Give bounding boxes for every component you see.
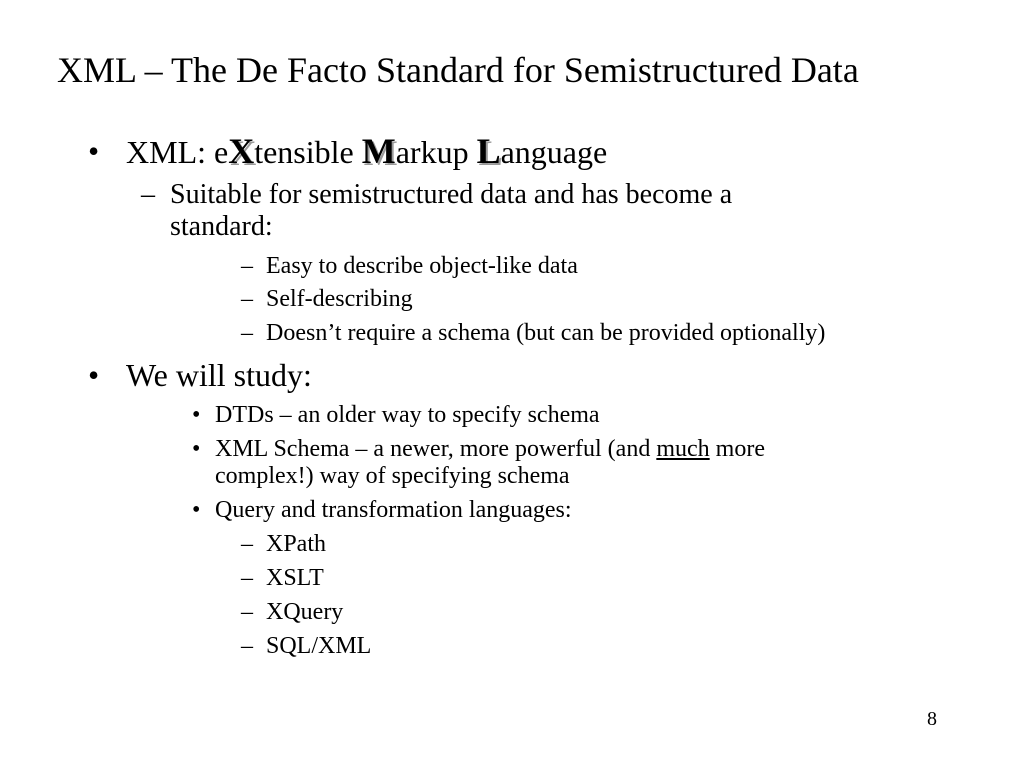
- xml-schema-text-before: XML Schema – a newer, more powerful (and: [215, 436, 657, 462]
- bullet-marker: •: [192, 497, 201, 523]
- emphasized-letter-l: L: [476, 131, 501, 171]
- bullet-marker: •: [88, 357, 100, 393]
- slide-title: XML – The De Facto Standard for Semistructured Data: [57, 50, 859, 90]
- xml-after-x-text: tensible: [254, 134, 362, 170]
- emphasized-letter-m: M: [361, 131, 396, 171]
- dash-marker: –: [241, 286, 253, 312]
- bullet-xml-schema: [215, 435, 765, 463]
- page-number: 8: [927, 708, 937, 730]
- bullet-self-describing: Self-describing: [266, 286, 413, 312]
- dash-marker: –: [241, 320, 253, 346]
- dash-marker: –: [241, 253, 253, 279]
- bullet-xml-schema-line2: complex!) way of specifying schema: [215, 463, 570, 489]
- bullet-easy-to-describe: Easy to describe object-like data: [266, 253, 578, 279]
- xml-schema-text-after: more: [709, 436, 765, 462]
- xml-schema-emphasis: much: [656, 436, 710, 462]
- xml-prefix-text: XML: e: [126, 134, 229, 170]
- bullet-query-languages: Query and transformation languages:: [215, 497, 572, 523]
- bullet-suitable-line1: Suitable for semistructured data and has become a: [170, 179, 733, 210]
- bullet-xslt: XSLT: [266, 565, 324, 591]
- dash-marker: –: [241, 565, 253, 591]
- dash-marker: –: [241, 531, 253, 557]
- xml-after-l-text: anguage: [500, 134, 608, 170]
- dash-marker: –: [241, 599, 253, 625]
- bullet-we-will-study: We will study:: [126, 357, 312, 393]
- dash-marker: –: [241, 633, 253, 659]
- bullet-no-schema-required: Doesn’t require a schema (but can be provided optionally): [266, 320, 826, 346]
- bullet-marker: •: [88, 133, 100, 169]
- bullet-marker: •: [192, 436, 201, 462]
- emphasized-letter-x: X: [228, 131, 255, 171]
- bullet-marker: •: [192, 402, 201, 428]
- bullet-sql-xml: SQL/XML: [266, 633, 372, 659]
- bullet-dtds: DTDs – an older way to specify schema: [215, 402, 600, 428]
- bullet-suitable-line2: standard:: [170, 211, 273, 242]
- bullet-xpath: XPath: [266, 531, 326, 557]
- dash-marker: –: [141, 179, 155, 210]
- bullet-xquery: XQuery: [266, 599, 344, 625]
- bullet-xml-definition: [126, 133, 607, 170]
- xml-after-m-text: arkup: [395, 134, 477, 170]
